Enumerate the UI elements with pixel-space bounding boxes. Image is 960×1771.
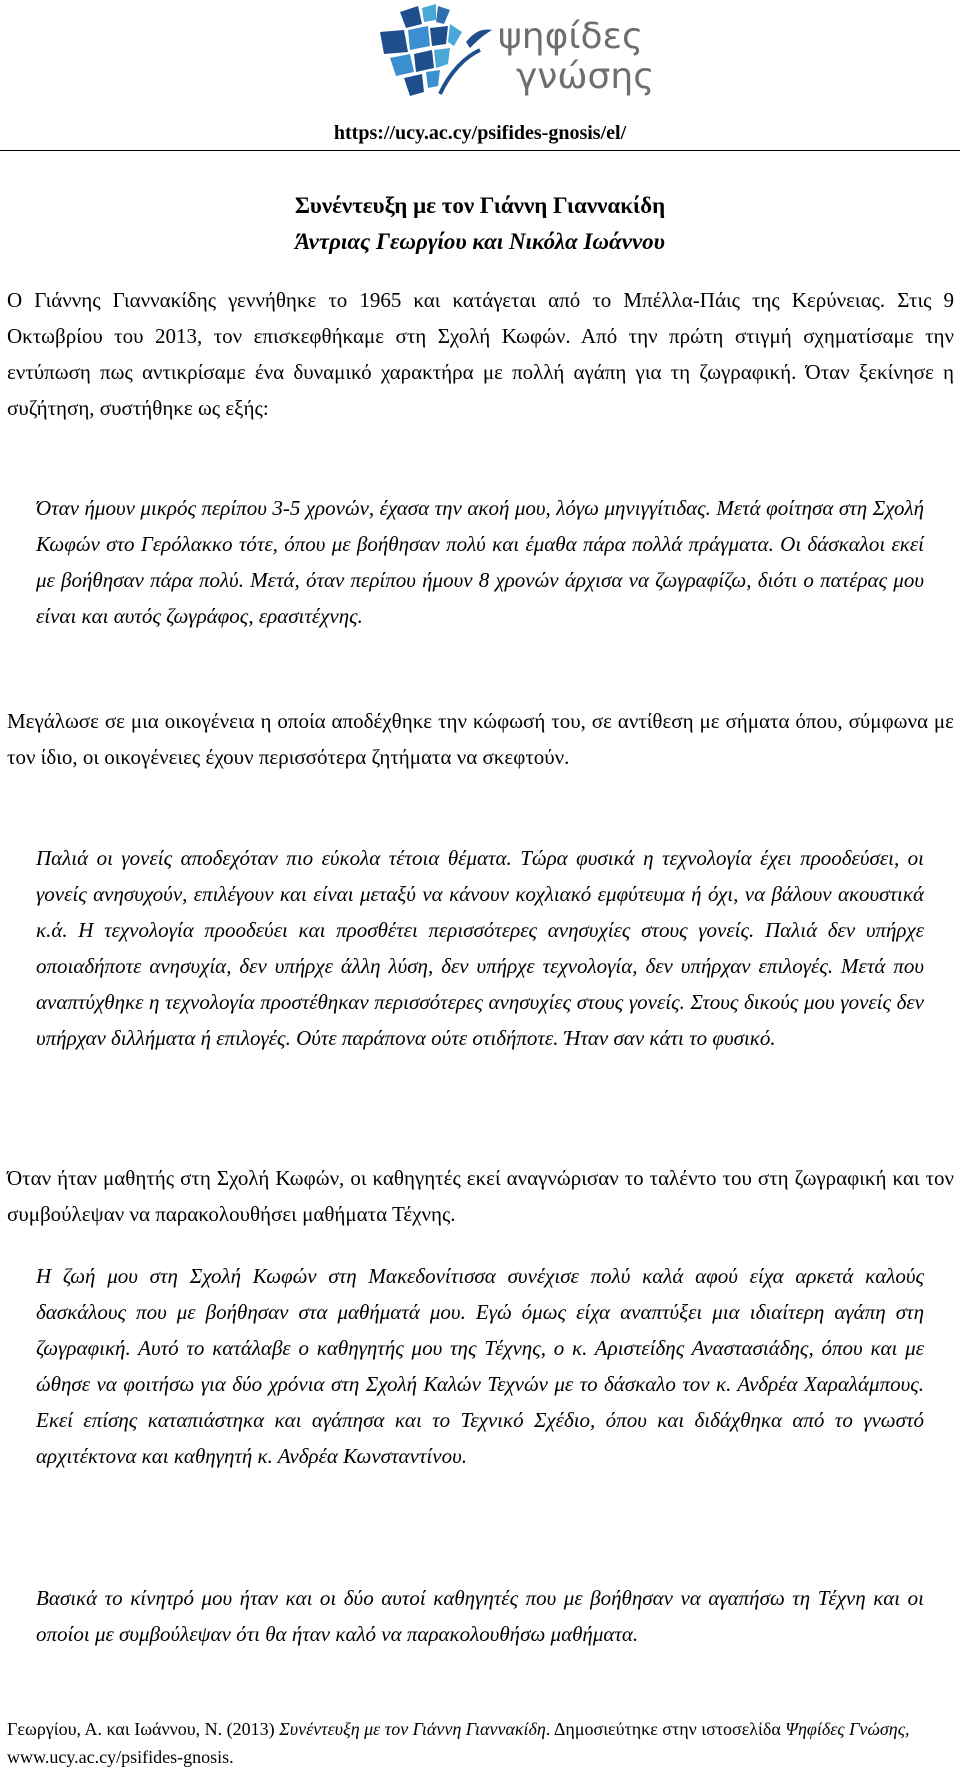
document-authors: Άντριας Γεωργίου και Νικόλα Ιωάννου (295, 229, 665, 254)
quote-motivation: Βασικά το κίνητρό μου ήταν και οι δύο αυτοί καθηγητές που με βοήθησαν να αγαπήσω τη Τέχνη και οι οποίοι με συμβούλεψαν ότι θα ήταν καλό να παρακολουθήσω μαθήματα. (36, 1586, 924, 1646)
document-title: Συνέντευξη με τον Γιάννη Γιαννακίδη (294, 193, 666, 218)
site-url[interactable]: https://ucy.ac.cy/psifides-gnosis/el/ (333, 122, 627, 144)
paragraph-school: Όταν ήταν μαθητής στη Σχολή Κωφών, οι καθηγητές εκεί αναγνώρισαν το ταλέντο του στη ζωγραφική και τον συμβούλεψαν να παρακολουθήσει μαθήματα Τέχνης. (7, 1166, 954, 1226)
page-header (0, 0, 960, 148)
quote-childhood: Όταν ήμουν μικρός περίπου 3-5 χρονών, έχασα την ακοή μου, λόγω μηνιγγίτιδας. Μετά φοίτησα στη Σχολή Κωφών στο Γερόλακκο τότε, όπου με βοήθησαν πολύ και έμαθα πάρα πολλά πράγματα. Οι δάσκαλοι εκεί με βοήθησαν πάρα πολύ. Μετά, όταν περίπου ήμουν 8 χρονών άρχισα να ζωγραφίζω, διότι ο πατέρας μου είναι και αυτός ζωγράφος, ερασιτέχνης. (36, 496, 924, 628)
psifides-gnosis-logo (370, 2, 655, 102)
quote-technology: Παλιά οι γονείς αποδεχόταν πιο εύκολα τέτοια θέματα. Τώρα φυσικά η τεχνολογία έχει προοδεύσει, οι γονείς ανησυχούν, επιλέγουν και είναι μεταξύ να κάνουν κοχλιακό εμφύτευμα ή όχι, να βάλουν ακουστικά κ.ά. Η τεχνολογία προοδεύει και προσθέτει περισσότερες ανησυχίες στους γονείς. Παλιά δεν υπήρχε οποιαδήποτε ανησυχία, δεν υπήρχε άλλη λύση, δεν υπήρχε τεχνολογία, δεν υπήρχαν επιλογές. Μετά που αναπτύχθηκε η τεχνολογία προστέθηκαν περισσότερες ανησυχίες στους γονείς. Στους δικούς μου γονείς δεν υπήρχαν διλλήματα ή επιλογές. Ούτε παράπονα ούτε οτιδήποτε. Ήταν σαν κάτι το φυσικό. (36, 846, 924, 1050)
svg-text:ψηφίδες: ψηφίδες (498, 16, 644, 57)
logo-mosaic-icon (380, 4, 492, 96)
paragraph-intro: Ο Γιάννης Γιαννακίδης γεννήθηκε το 1965 και κατάγεται από το Μπέλλα-Πάις της Κερύνειας. Στις 9 Οκτωβρίου του 2013, τον επισκεφθήκαμε στη Σχολή Κωφών. Από την πρώτη στιγμή σχηματίσαμε την εντύπωση πως αντικρίσαμε ένα δυναμικό χαρακτήρα με πολλή αγάπη για τη ζωγραφική. Όταν ξεκίνησε η συζήτηση, συστήθηκε ως εξής: (7, 288, 954, 420)
header-divider (0, 150, 960, 151)
citation-url[interactable]: www.ucy.ac.cy/psifides-gnosis. (7, 1747, 234, 1767)
paragraph-family: Μεγάλωσε σε μια οικογένεια η οποία αποδέχθηκε την κώφωσή του, σε αντίθεση με σήματα όπου, σύμφωνα με τον ίδιο, οι οικογένειες έχουν περισσότερα ζητήματα να σκεφτούν. (7, 709, 954, 769)
citation-prefix: Γεωργίου, Α. και Ιωάννου, Ν. (2013) (7, 1719, 280, 1739)
document-title-block (0, 188, 960, 260)
citation-footer (7, 1715, 954, 1771)
citation-mid: . Δημοσιεύτηκε στην ιστοσελίδα (545, 1719, 786, 1739)
citation-site: Ψηφίδες Γνώσης, (785, 1719, 910, 1739)
svg-text:γνώσης: γνώσης (516, 56, 655, 97)
citation-title: Συνέντευξη με τον Γιάννη Γιαννακίδη (279, 1719, 546, 1739)
quote-art-school: Η ζωή μου στη Σχολή Κωφών στη Μακεδονίτισσα συνέχισε πολύ καλά αφού είχα αρκετά καλούς δασκάλους που με βοήθησαν στα μαθήματά μου. Εγώ όμως είχα αναπτύξει μια ιδιαίτερη αγάπη στη ζωγραφική. Αυτό το κατάλαβε ο καθηγητής μου της Τέχνης, ο κ. Αριστείδης Αναστασιάδης, όπου και με ώθησε να φοιτήσω για δύο χρόνια στη Σχολή Καλών Τεχνών με το δάσκαλο τον κ. Ανδρέα Χαραλάμπους. Εκεί επίσης καταπιάστηκα και αγάπησα και το Τεχνικό Σχέδιο, όπου και διδάχθηκα από το γνωστό αρχιτέκτονα και καθηγητή κ. Ανδρέα Κωνσταντίνου. (36, 1264, 924, 1468)
